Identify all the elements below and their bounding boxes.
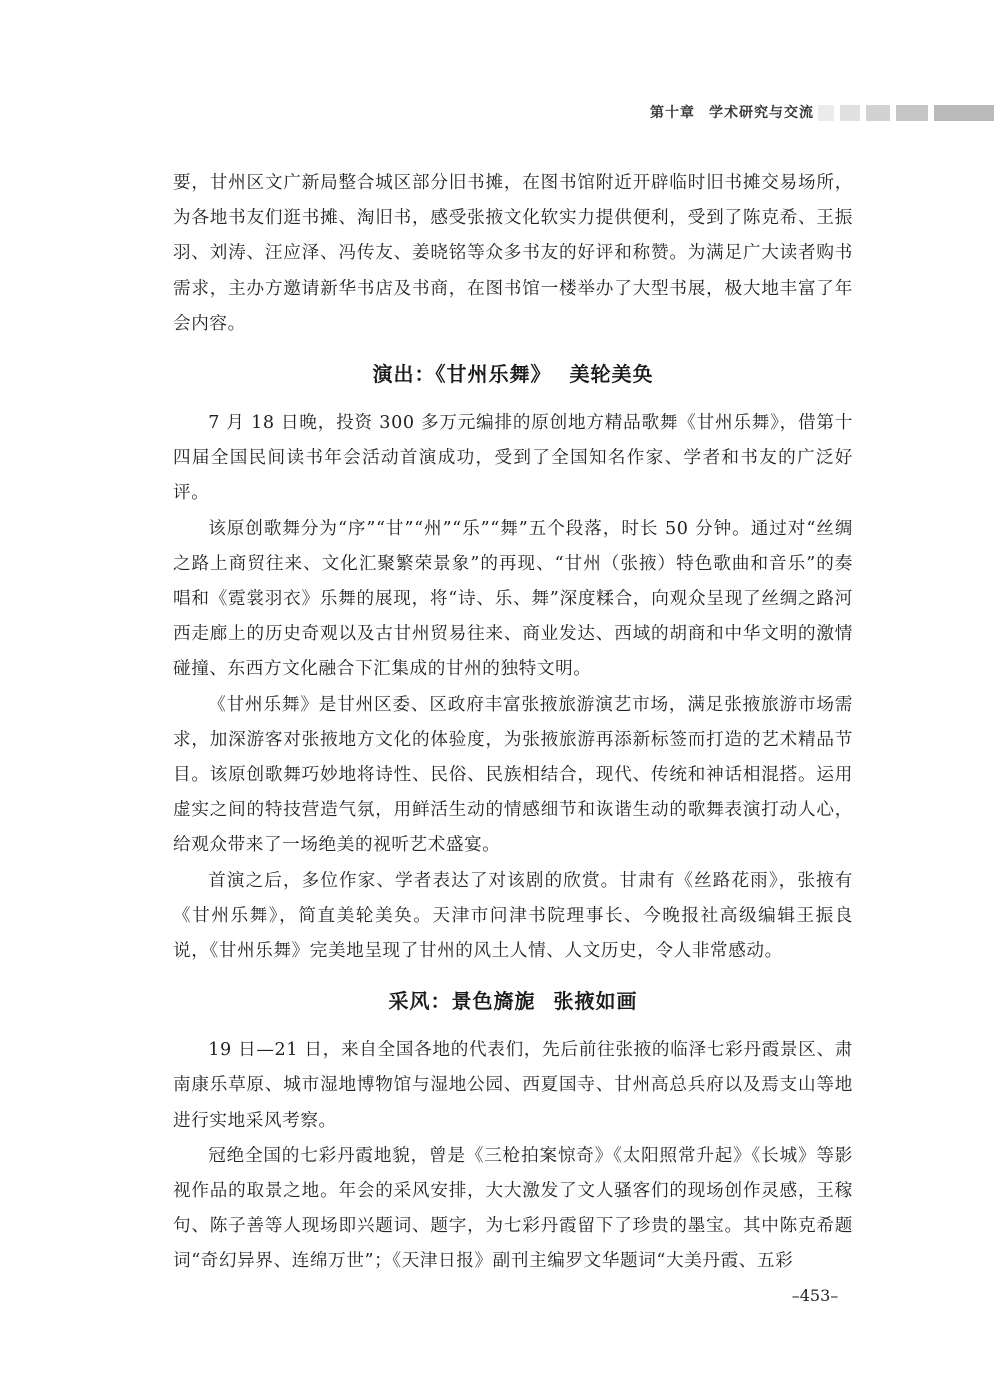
paragraph: 该原创歌舞分为“序”“甘”“州”“乐”“舞”五个段落，时长 50 分钟。通过对“丝绸之路上商贸往来、文化汇聚繁荣景象”的再现、“甘州（张掖）特色歌曲和音乐”的奏唱和《霓裳羽衣》乐舞的展现，将“诗、乐、舞”深度糅合，向观众呈现了丝绸之路河西走廊上的历史奇观以及古甘州贸易往来、商业发达、西域的胡商和中华文明的激情碰撞、东西方文化融合下汇集成的甘州的独特文明。 (173, 518, 853, 680)
section-heading-sub: 张掖如画 (553, 989, 638, 1014)
running-head (650, 100, 814, 124)
header-decoration-bars (818, 105, 994, 121)
header-bar (896, 105, 928, 121)
paragraph: 7 月 18 日晚，投资 300 多万元编排的原创地方精品歌舞《甘州乐舞》，借第十四届全国民间读书年会活动首演成功，受到了全国知名作家、学者和书友的广泛好评。 (173, 413, 853, 504)
paragraph: 19 日—21 日，来自全国各地的代表们，先后前往张掖的临泽七彩丹霞景区、肃南康乐草原、城市湿地博物馆与湿地公园、西夏国寺、甘州高总兵府以及焉支山等地进行实地采风考察。 (173, 1040, 853, 1131)
header-bar (934, 105, 994, 121)
chapter-number: 第十章 (650, 105, 695, 121)
paragraph: 首演之后，多位作家、学者表达了对该剧的欣赏。甘肃有《丝路花雨》，张掖有《甘州乐舞》，简直美轮美奂。天津市问津书院理事长、今晚报社高级编辑王振良说，《甘州乐舞》完美地呈现了甘州的风土人情、人文历史，令人非常感动。 (173, 870, 853, 962)
header-bar (866, 105, 890, 121)
paragraph: 《甘州乐舞》是甘州区委、区政府丰富张掖旅游演艺市场，满足张掖旅游市场需求，加深游客对张掖地方文化的体验度，为张掖旅游再添新标签而打造的艺术精品节目。该原创歌舞巧妙地将诗性、民俗、民族相结合，现代、传统和神话相混搭。运用虚实之间的特技营造气氛，用鲜活生动的情感细节和诙谐生动的歌舞表演打动人心，给观众带来了一场绝美的视听艺术盛宴。 (173, 694, 853, 856)
section-heading-main: 采风：景色旖旎 (388, 989, 536, 1014)
header-bar (818, 105, 834, 121)
paragraph-continued: 要，甘州区文广新局整合城区部分旧书摊，在图书馆附近开辟临时旧书摊交易场所，为各地书友们逛书摊、淘旧书，感受张掖文化软实力提供便利，受到了陈克希、王振羽、刘涛、汪应泽、冯传友、姜晓铭等众多书友的好评和称赞。为满足广大读者购书需求，主办方邀请新华书店及书商，在图书馆一楼举办了大型书展，极大地丰富了年会内容。 (173, 173, 853, 334)
section-heading-main: 演出：《甘州乐舞》 (372, 362, 552, 387)
section-heading-sub: 美轮美奂 (569, 362, 654, 387)
paragraph: 冠绝全国的七彩丹霞地貌，曾是《三枪拍案惊奇》《太阳照常升起》《长城》等影视作品的取景之地。年会的采风安排，大大激发了文人骚客们的现场创作灵感，王稼句、陈子善等人现场即兴题词、题字，为七彩丹霞留下了珍贵的墨宝。其中陈克希题词“奇幻异界、连绵万世”；《天津日报》副刊主编罗文华题词“大美丹霞、五彩 (173, 1145, 853, 1272)
section-heading-performance (173, 352, 853, 396)
section-heading-field-trip (173, 979, 853, 1023)
page-body (173, 166, 853, 1280)
chapter-title: 学术研究与交流 (709, 105, 814, 121)
header-bar (840, 105, 860, 121)
page-number: –453– (791, 1286, 839, 1305)
